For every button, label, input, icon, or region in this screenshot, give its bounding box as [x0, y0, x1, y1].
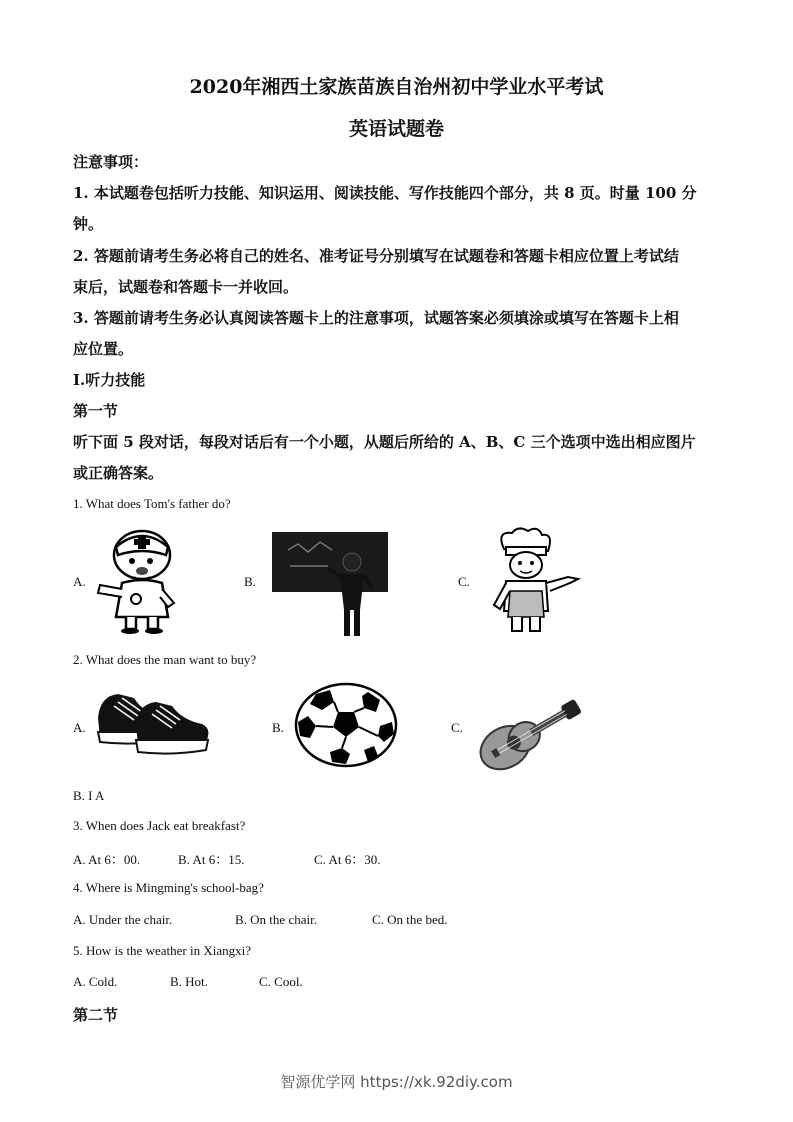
football-icon [294, 682, 398, 768]
q5-option-c: C. Cool. [259, 974, 303, 989]
part-1-heading: 第一节 [73, 402, 119, 420]
teacher-icon [268, 532, 392, 638]
q4-option-a: A. Under the chair. [73, 912, 173, 927]
question-2: 2. What does the man want to buy? [73, 652, 257, 667]
q3-option-a: A. At 6：00. [73, 852, 141, 867]
note-3-line-1: 3. 答题前请考生务必认真阅读答题卡上的注意事项，试题答案必须填涂或填写在答题卡上相 [73, 309, 679, 327]
question-1: 1. What does Tom's father do? [73, 496, 231, 511]
note-2-line-2: 束后，试题卷和答题卡一并收回。 [73, 278, 299, 296]
note-1-line-2: 钟。 [73, 215, 104, 233]
part-2-heading: 第二节 [73, 1006, 119, 1024]
note-2-line-1: 2. 答题前请考生务必将自己的姓名、准考证号分别填写在试题卷和答题卡相应位置上考试结 [73, 247, 679, 265]
q2-option-c-label: C. [451, 720, 463, 735]
note-3-line-2: 应位置。 [73, 340, 134, 358]
q3-option-c: C. At 6：30. [314, 852, 381, 867]
q5-option-a: A. Cold. [73, 974, 118, 989]
question-5: 5. How is the weather in Xiangxi? [73, 943, 251, 958]
q5-option-b: B. Hot. [170, 974, 208, 989]
q2-option-a-label: A. [73, 720, 86, 735]
section-heading: I.听力技能 [73, 371, 146, 389]
page-subtitle: 英语试题卷 [348, 118, 444, 140]
doctor-icon [92, 525, 192, 635]
q1-option-c-label: C. [458, 574, 470, 589]
footer-watermark: 智源优学网 https://xk.92diy.com [280, 1073, 513, 1091]
q2-option-b-label: B. [272, 720, 284, 735]
note-1-line-1: 1. 本试题卷包括听力技能、知识运用、阅读技能、写作技能四个部分，共 8 页。时量 100 分 [73, 184, 697, 202]
guitar-icon [470, 688, 586, 774]
q1-option-b-label: B. [244, 574, 256, 589]
question-3: 3. When does Jack eat breakfast? [73, 818, 246, 833]
q4-option-c: C. On the bed. [372, 912, 448, 927]
q1-option-a-label: A. [73, 574, 86, 589]
q2-answer: B. I A [73, 788, 105, 803]
sneakers-icon [94, 688, 214, 764]
chef-icon [482, 525, 582, 635]
q4-option-b: B. On the chair. [235, 912, 317, 927]
page-title: 2020年湘西土家族苗族自治州初中学业水平考试 [189, 76, 604, 98]
notes-heading: 注意事项： [73, 153, 149, 171]
question-4: 4. Where is Mingming's school-bag? [73, 880, 264, 895]
instructions-line-2: 或正确答案。 [73, 464, 164, 482]
instructions-line-1: 听下面 5 段对话，每段对话后有一个小题，从题后所给的 A、B、C 三个选项中选出相应图片 [73, 433, 696, 451]
q3-option-b: B. At 6：15. [178, 852, 245, 867]
